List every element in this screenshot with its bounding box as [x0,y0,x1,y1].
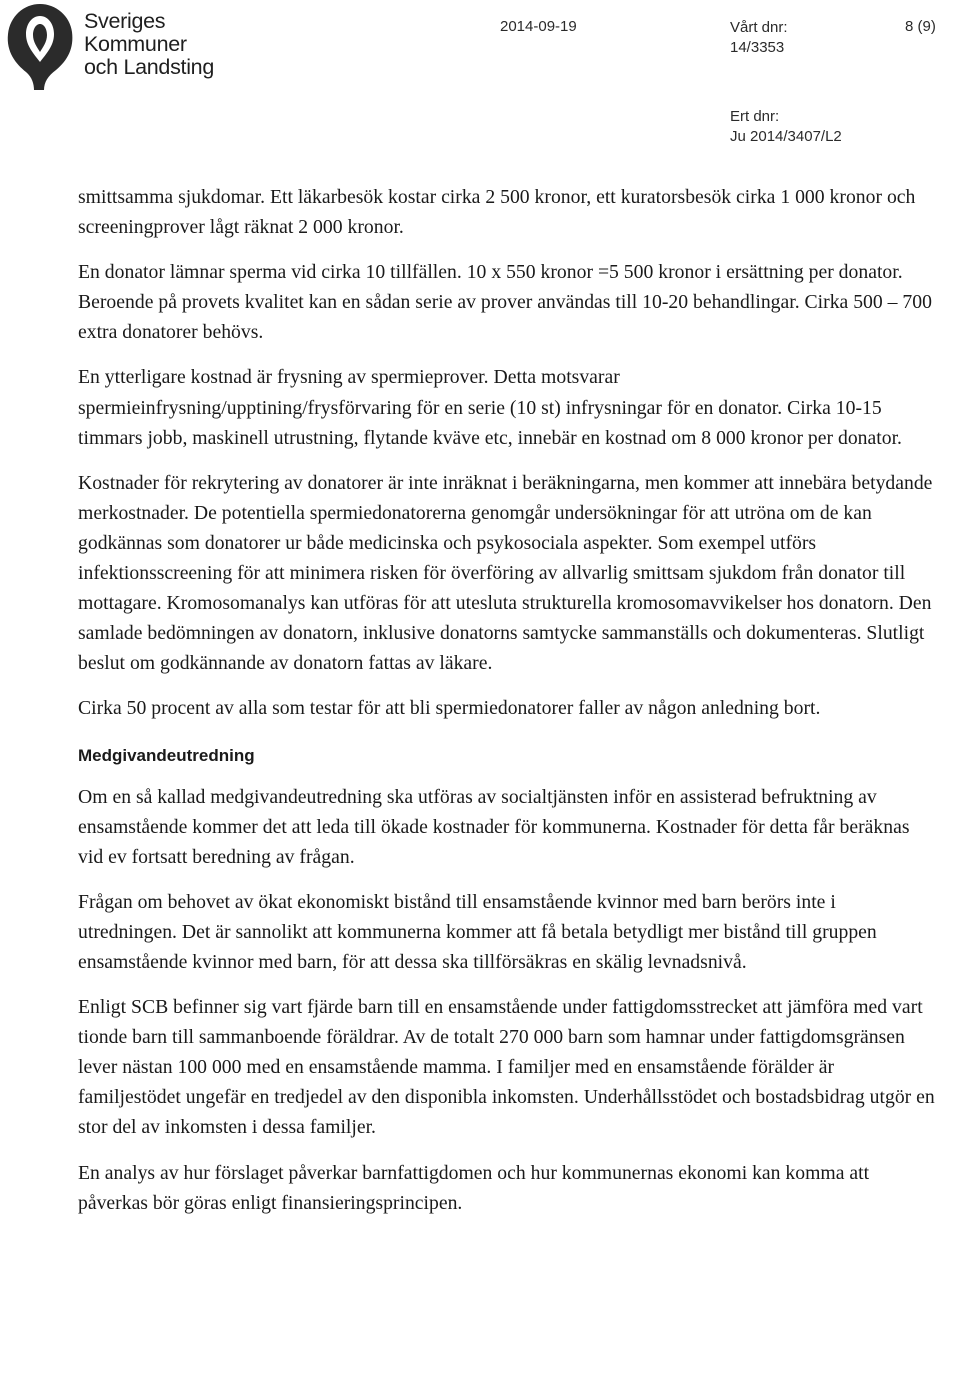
logo-emblem-icon [4,2,76,92]
body-paragraph: Om en så kallad medgivandeutredning ska utföras av socialtjänsten inför en assisterad befruktning av ensamstående kommer det att leda till ökade kostnader för kommunerna. Kostnader för detta får beräknas vid ev fortsatt beredning av frågan. [78,785,910,868]
document-date: 2014-09-19 [500,18,577,35]
body-paragraph: En analys av hur förslaget påverkar barnfattigdomen och hur kommunernas ekonomi kan komma att påverkas bör göras enligt finansieringsprincipen. [78,1161,870,1214]
body-paragraph: smittsamma sjukdomar. Ett läkarbesök kostar cirka 2 500 kronor, ett kuratorsbesök cirka 1 000 kronor och screeningprover lågt räknat 2 000 kronor. [78,186,916,239]
body-paragraph: Frågan om behovet av ökat ekonomiskt bistånd till ensamstående kvinnor med barn berörs inte i utredningen. Det är sannolikt att kommunerna kommer att få betala betydligt mer bistånd till gruppen ensamstående kvinnor med barn, för att dessa ska tillförsäkras en skälig levnadsnivå. [78,890,877,973]
document-body [78,182,938,1233]
your-reference [730,107,842,147]
body-paragraph: En donator lämnar sperma vid cirka 10 tillfällen. 10 x 550 kronor =5 500 kronor i ersättning per donator. Beroende på provets kvalitet kan en sådan serie av prover användas till 10-20 behandlingar. Cirka 500 – 700 extra donatorer behövs. [78,261,932,344]
logo-line: och Landsting [84,55,214,79]
body-paragraph: Kostnader för rekrytering av donatorer är inte inräknat i beräkningarna, men kommer att innebära betydande merkostnader. De potentiella spermiedonatorerna genomgår undersökningar för att utröna om de kan godkännas som donatorer ur både medicinska och psykosociala aspekter. Som exempel utförs infektionsscreening för att minimera risken för överföring av allvarlig smittsam sjukdom från donator till mottagare. Kromosomanalys kan utföras för att utesluta strukturella kromosomavvikelser hos donatorn. Den samlade bedömningen av donatorn, inklusive donatorns samtycke sammanställs och dokumenteras. Slutligt beslut om godkännande av donatorn fattas av läkare. [78,471,933,675]
logo-wordmark [84,10,214,79]
body-paragraph: Cirka 50 procent av alla som testar för att bli spermiedonatorer faller av någon anledning bort. [78,697,821,720]
body-paragraph: Enligt SCB befinner sig vart fjärde barn till en ensamstående under fattigdomsstrecket att jämföra med vart tionde barn till sammanboende föräldrar. Av de totalt 270 000 barn som hamnar under fattigdomsgränsen lever nästan 100 000 med en ensamstående mamma. I familjer med en ensamstående förälder är familjestödet ungefär en tredjedel av den disponibla inkomsten. Underhållsstödet och bostadsbidrag utgör en stor del av inkomsten i dessa familjer. [78,996,935,1139]
organization-logo [4,2,234,92]
page-number: 8 (9) [905,18,936,35]
section-heading: Medgivandeutredning [78,745,255,765]
logo-line: Sveriges [84,9,166,33]
body-paragraph: En ytterligare kostnad är frysning av spermieprover. Detta motsvarar spermieinfrysning/upptining/frysförvaring för en serie (10 st) infrysningar för en donator. Cirka 10-15 timmars jobb, maskinell utrustning, flytande kväve etc, innebär en kostnad om 8 000 kronor per donator. [78,366,902,449]
our-reference-value: 14/3353 [730,39,785,56]
our-reference [730,18,788,58]
our-reference-label: Vårt dnr: [730,19,788,36]
your-reference-label: Ert dnr: [730,108,780,125]
your-reference-value: Ju 2014/3407/L2 [730,128,842,145]
logo-line: Kommuner [84,32,187,56]
page-header [0,0,960,150]
